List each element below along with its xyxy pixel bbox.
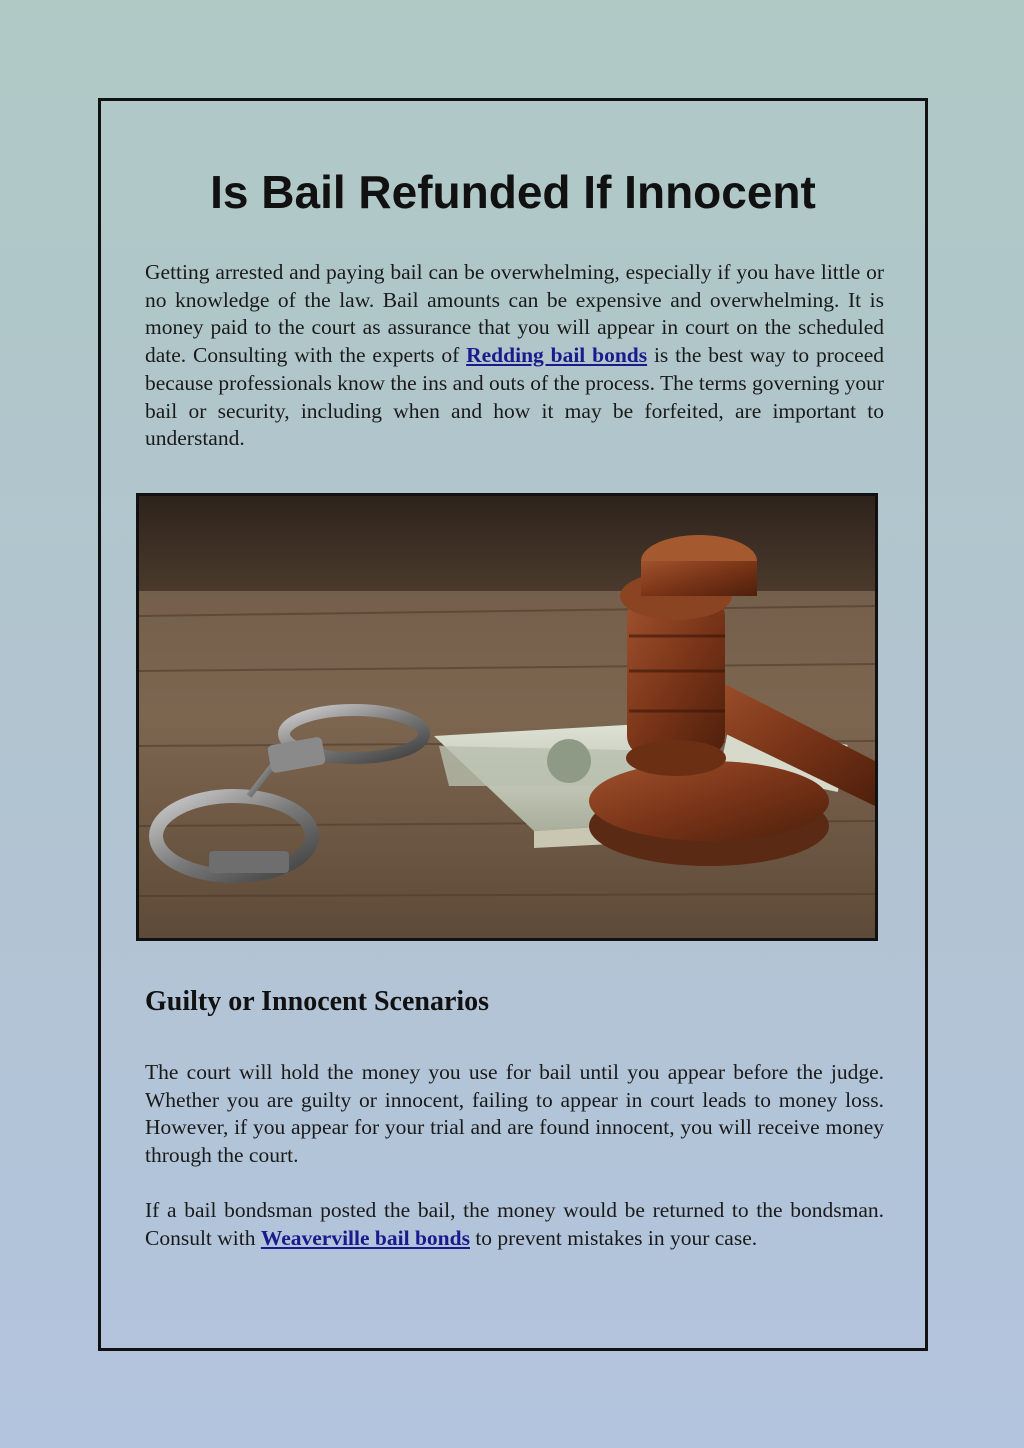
page-title: Is Bail Refunded If Innocent	[210, 166, 816, 218]
document-frame	[98, 98, 928, 1351]
paragraph-2-text-after: to prevent mistakes in your case.	[469, 1225, 758, 1250]
section-heading: Guilty or Innocent Scenarios	[145, 986, 490, 1017]
intro-text-after: is the best way to proceed because professionals know the ins and outs of the process. The terms governing your bail or security, including when and how it may be forfeited, are important to understand.	[145, 343, 884, 451]
intro-paragraph	[145, 259, 884, 453]
section-paragraph-1: The court will hold the money you use for bail until you appear before the judge. Whether you are guilty or innocent, failing to appear in court leads to money loss. However, if you appear for your trial and are found innocent, you will receive money through the court.	[145, 1060, 884, 1168]
handcuffs-gavel-money-photo	[136, 493, 878, 941]
section-paragraph-2	[145, 1197, 884, 1252]
intro-text-before: Getting arrested and paying bail can be overwhelming, especially if you have little or no knowledge of the law. Bail amounts can be expensive and overwhelming. It is money paid to the court as assurance that you will appear in court on the scheduled date. Consulting with the experts of	[145, 260, 884, 368]
weaverville-bail-bonds-link[interactable]: Weaverville bail bonds	[260, 1225, 470, 1250]
redding-bail-bonds-link[interactable]: Redding bail bonds	[466, 343, 648, 368]
paragraph-2-text-before: If a bail bondsman posted the bail, the money would be returned to the bondsman. Consult with	[145, 1198, 884, 1250]
